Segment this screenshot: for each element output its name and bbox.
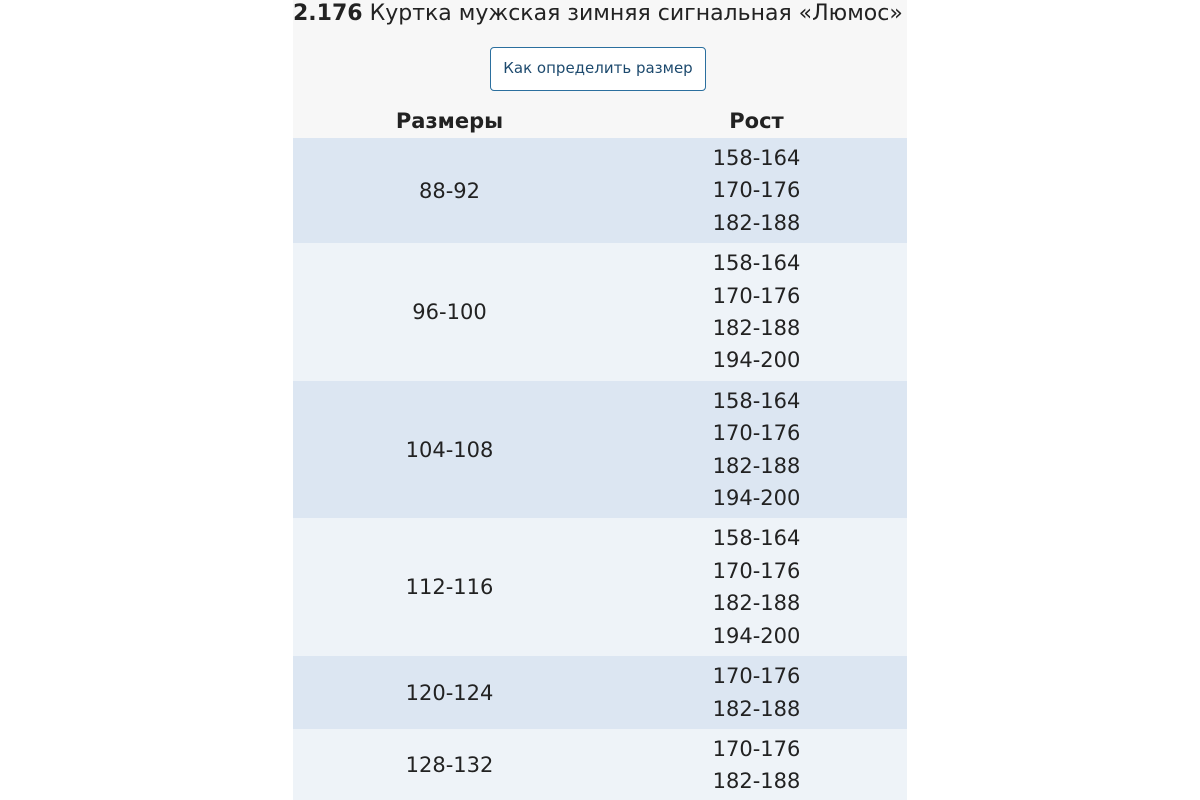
height-value: 170-176 bbox=[712, 421, 801, 446]
table-row bbox=[293, 243, 907, 381]
size-cell: 104-108 bbox=[405, 437, 494, 462]
height-value: 182-188 bbox=[712, 591, 801, 616]
height-value: 182-188 bbox=[712, 316, 801, 341]
size-guide-button[interactable]: Как определить размер bbox=[490, 47, 706, 91]
height-value: 182-188 bbox=[712, 453, 801, 478]
height-cell bbox=[606, 660, 907, 725]
product-name: Куртка мужская зимняя сигнальная «Люмос» bbox=[369, 1, 903, 26]
table-row bbox=[293, 518, 907, 656]
height-value: 194-200 bbox=[712, 623, 801, 648]
table-row bbox=[293, 381, 907, 519]
height-value: 194-200 bbox=[712, 348, 801, 373]
size-chart-panel bbox=[293, 0, 907, 800]
size-cell: 120-124 bbox=[405, 680, 494, 705]
size-cell: 128-132 bbox=[405, 753, 494, 778]
table-row bbox=[293, 138, 907, 243]
height-value: 170-176 bbox=[712, 283, 801, 308]
height-cell bbox=[606, 522, 907, 652]
height-value: 170-176 bbox=[712, 558, 801, 583]
height-cell bbox=[606, 247, 907, 377]
height-value: 170-176 bbox=[712, 178, 801, 203]
height-value: 158-164 bbox=[712, 388, 801, 413]
size-table-body bbox=[293, 138, 907, 800]
sizes-column-header: Размеры bbox=[395, 109, 504, 133]
height-cell bbox=[606, 142, 907, 239]
height-cell bbox=[606, 733, 907, 798]
table-row bbox=[293, 656, 907, 729]
height-value: 182-188 bbox=[712, 696, 801, 721]
height-value: 170-176 bbox=[712, 736, 801, 761]
product-title bbox=[293, 0, 903, 30]
size-cell: 112-116 bbox=[405, 575, 494, 600]
size-cell: 96-100 bbox=[412, 300, 487, 325]
table-row bbox=[293, 729, 907, 800]
height-value: 158-164 bbox=[712, 146, 801, 170]
height-value: 158-164 bbox=[712, 526, 801, 551]
size-table-header bbox=[293, 104, 907, 138]
height-column-header: Рост bbox=[729, 109, 784, 133]
height-value: 182-188 bbox=[712, 769, 801, 794]
height-value: 194-200 bbox=[712, 486, 801, 511]
height-cell bbox=[606, 385, 907, 515]
height-value: 170-176 bbox=[712, 664, 801, 689]
height-value: 182-188 bbox=[712, 210, 801, 235]
height-value: 158-164 bbox=[712, 251, 801, 276]
product-code: 2.176 bbox=[293, 1, 363, 26]
size-cell: 88-92 bbox=[418, 178, 481, 203]
